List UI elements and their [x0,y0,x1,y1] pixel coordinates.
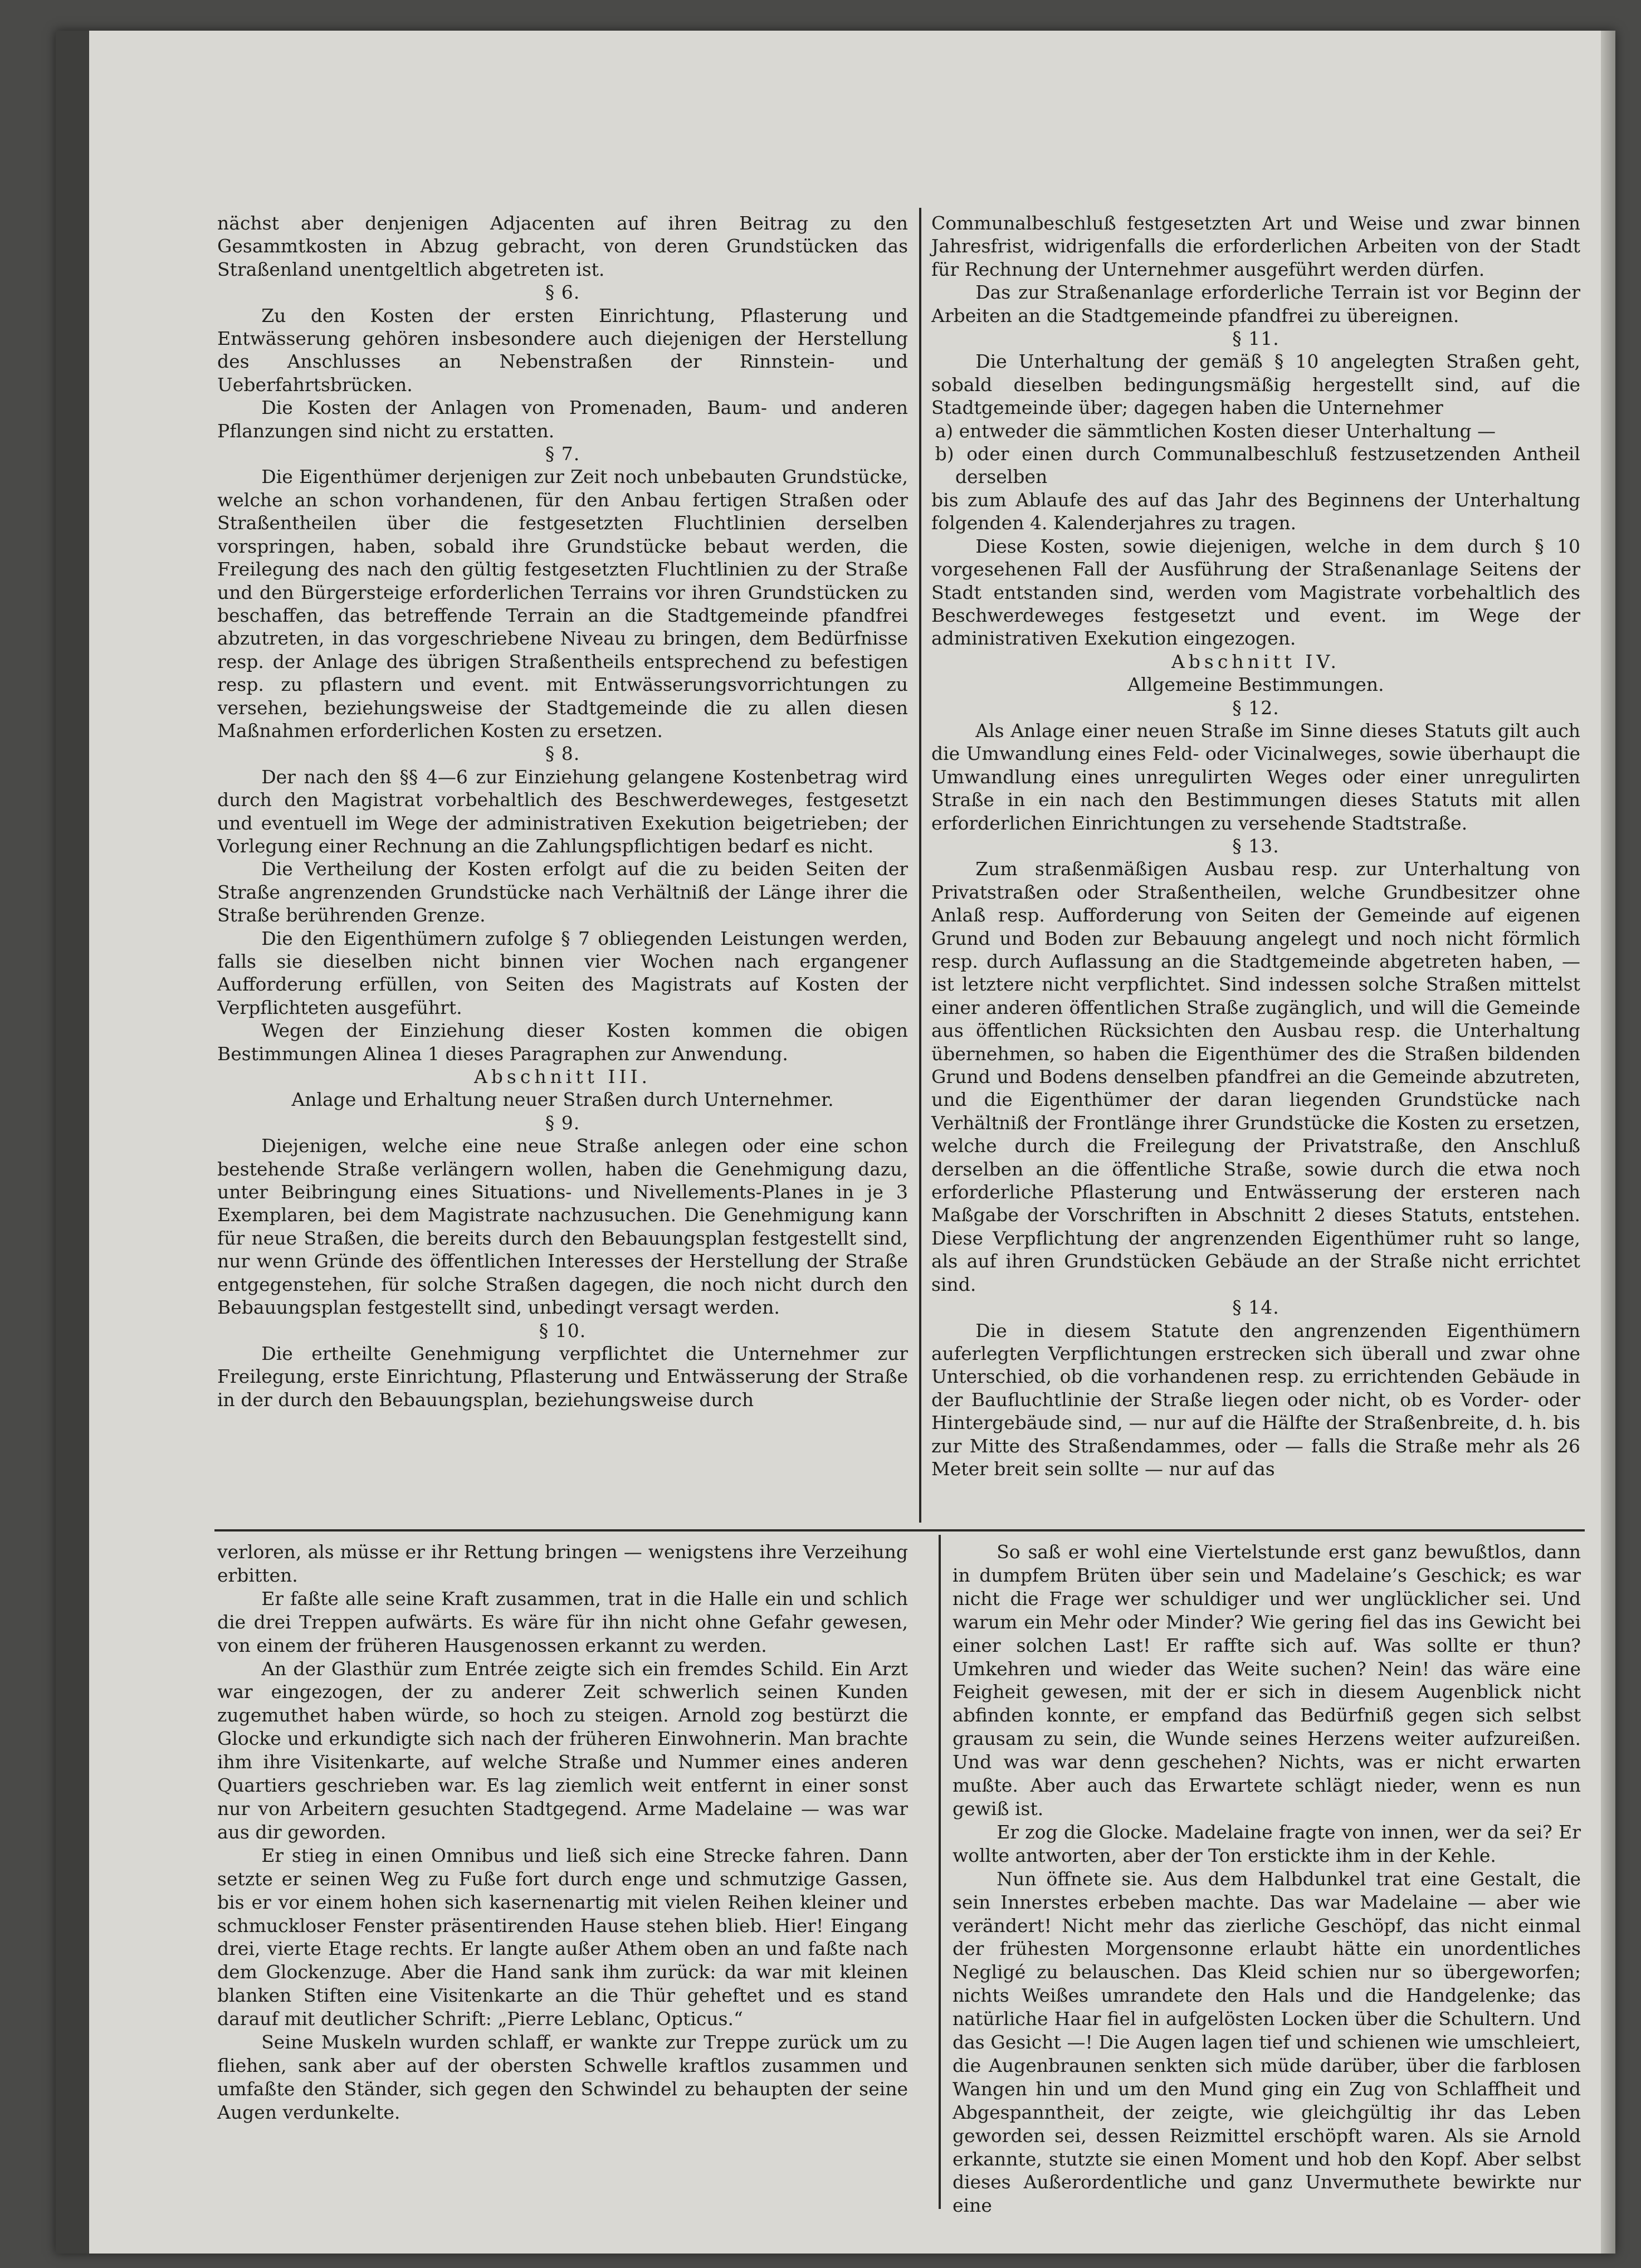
paragraph: Nun öffnete sie. Aus dem Halbdunkel trat eine Gestalt, die sein Innerstes erbeben machte. Das war Madelaine — aber wie verändert! Nicht mehr das zierliche Geschöpf, das nicht einmal der frühesten Morgensonne erlaubt hätte ein unordentliches Negligé zu belauschen. Das Kleid schien nur so übergeworfen; nichts Weißes umrandete den Hals und die Handgelenke; das natürliche Haar fiel in aufgelösten Locken über die Schultern. Und das Gesicht —! Die Augen lagen tief und schienen wie umschleiert, die Augenbraunen senkten sich müde darüber, über die farblosen Wangen hin und um den Mund ging ein Zug von Schlaffheit und Abgespanntheit, der zeigte, wie gleichgültig ihr das Leben geworden sei, dessen Reizmittel erschöpft waren. Als sie Arnold erkannte, stutzte sie einen Moment und hob den Kopf. Aber selbst dieses Außerordentliche und ganz Unvermuthete bewirkte nur eine [953,1867,1581,2217]
section-number: § 7. [545,443,580,465]
paragraph: Zu den Kosten der ersten Einrichtung, Pflasterung und Entwässerung gehören insbesondere auch diejenigen der Herstellung des Anschlusses an Nebenstraßen der Rinnstein- und Ueberfahrtsbrücken. [217,304,908,396]
paragraph: Diese Kosten, sowie diejenigen, welche in dem durch § 10 vorgesehenen Fall der Ausführung der Straßenanlage Seitens der Stadt entstanden sind, werden vom Magistrate vorbehaltlich des Beschwerdeweges festgesetzt und event. im Wege der administrativen Exekution eingezogen. [931,535,1580,650]
column-divider-statute [919,208,921,1523]
paragraph: Als Anlage einer neuen Straße im Sinne dieses Statuts gilt auch die Umwandlung eines Feld- oder Vicinalweges, sowie überhaupt die Umwandlung eines unregulirten Weges oder einer unregulirten Straße in ein nach den Bestimmungen dieses Statuts mit allen erforderlichen Einrichtungen zu versehende Stadtstraße. [931,719,1580,834]
paragraph: Die in diesem Statute den angrenzenden Eigenthümern auferlegten Verpflichtungen erstrecken sich überall und zwar ohne Unterschied, ob die vorhandenen resp. zu errichtenden Gebäude in der Baufluchtlinie der Straße liegen oder nicht, ob es Vorder- oder Hintergebäude sind, — nur auf die Hälfte der Straßenbreite, d. h. bis zur Mitte des Straßendammes, oder — falls die Straße mehr als 26 Meter breit sein sollte — nur auf das [931,1319,1580,1480]
paragraph: Die Vertheilung der Kosten erfolgt auf die zu beiden Seiten der Straße angrenzenden Grundstücke nach Verhältniß der Länge ihrer die Straße berührenden Grenze. [217,858,908,926]
story-column-left [217,1540,908,2124]
scan-background-strip [56,31,89,2254]
paragraph: bis zum Ablaufe des auf das Jahr des Beginnens der Unterhaltung folgenden 4. Kalenderjahres zu tragen. [931,489,1580,534]
statute-column-left [217,212,908,1411]
story-column-right [953,1540,1581,2217]
paragraph: Diejenigen, welche eine neue Straße anlegen oder eine schon bestehende Straße verlängern wollen, haben die Genehmigung dazu, unter Beibringung eines Situations- und Nivellements-Planes in je 3 Exemplaren, bei dem Magistrate nachzusuchen. Die Genehmigung kann für neue Straßen, die bereits durch den Bebauungsplan festgestellt sind, nur wenn Gründe des öffentlichen Interesses der Herstellung der Straße entgegenstehen, für solche Straßen dagegen, die noch nicht durch den Bebauungsplan festgestellt sind, unbedingt versagt werden. [217,1135,908,1319]
page-edge-shadow [1601,31,1615,2254]
paragraph: Er stieg in einen Omnibus und ließ sich eine Strecke fahren. Dann setzte er seinen Weg zu Fuße fort durch enge und schmutzige Gassen, bis er vor einem hohen sich kasernenartig mit vielen Reihen kleiner und schmuckloser Fenster präsentirenden Hause stehen blieb. Hier! Eingang drei, vierte Etage rechts. Er langte außer Athem oben an und faßte nach dem Glockenzuge. Aber die Hand sank ihm zurück: da war mit kleinen blanken Stiften eine Visitenkarte an die Thür geheftet und es stand darauf mit deutlicher Schrift: „Pierre Leblanc, Opticus.“ [217,1844,908,2030]
section-number: § 14. [1232,1296,1279,1319]
feuilleton-separator-rule [214,1529,1585,1531]
paragraph: Das zur Straßenanlage erforderliche Terrain ist vor Beginn der Arbeiten an die Stadtgemeinde pfandfrei zu übereignen. [931,281,1580,326]
section-number: § 10. [539,1319,587,1342]
paragraph: An der Glasthür zum Entrée zeigte sich ein fremdes Schild. Ein Arzt war eingezogen, der zu anderer Zeit schwerlich seinen Kunden zugemuthet haben würde, so hoch zu steigen. Arnold zog bestürzt die Glocke und erkundigte sich nach der früheren Einwohnerin. Man brachte ihm ihre Visitenkarte, auf welche Straße und Nummer eines anderen Quartiers geschrieben war. Es lag ziemlich weit entfernt in einer sonst nur von Arbeitern gesuchten Stadtgegend. Arme Madelaine — was war aus dir geworden. [217,1657,908,1843]
section-title: Anlage und Erhaltung neuer Straßen durch Unternehmer. [291,1089,834,1111]
section-heading: Abschnitt IV. [1171,650,1341,672]
section-number: § 13. [1232,835,1279,857]
paragraph: Zum straßenmäßigen Ausbau resp. zur Unterhaltung von Privatstraßen oder Straßentheilen, welche Grundbesitzer ohne Anlaß resp. Aufforderung von Seiten der Gemeinde auf eigenen Grund und Boden zur Bebauung angelegt und noch nicht förmlich resp. durch Auflassung an die Stadtgemeinde abgetreten haben, — ist letztere nicht verpflichtet. Sind indessen solche Straßen mittelst einer anderen öffentlichen Straße zugänglich, und will die Gemeinde aus öffentlichen Rücksichten den Ausbau resp. die Unterhaltung übernehmen, so haben die Eigenthümer des die Straßen bildenden Grund und Bodens denselben pfandfrei an die Gemeinde abzutreten, und die Eigenthümer der daran liegenden Grundstücke nach Verhältniß der Frontlänge ihrer Grundstücke die Kosten zu ersetzen, welche durch die Freilegung der Privatstraße, den Anschluß derselben an die öffentliche Straße, sowie durch die etwa noch erforderliche Pflasterung und Entwässerung der ersteren nach Maßgabe der Vorschriften in Abschnitt 2 dieses Statuts, entstehen. Diese Verpflichtung der angrenzenden Eigenthümer ruht so lange, als auf ihren Grundstücken Gebäude an der Straße nicht errichtet sind. [931,858,1580,1295]
paragraph: verloren, als müsse er ihr Rettung bringen — wenigstens ihre Verzeihung erbitten. [217,1541,908,1586]
paragraph: Die Unterhaltung der gemäß § 10 angelegten Straßen geht, sobald dieselben bedingungsmäßig hergestellt sind, auf die Stadtgemeinde über; dagegen haben die Unternehmer [931,350,1580,419]
section-number: § 8. [545,743,580,765]
column-divider-story [939,1535,941,2209]
paragraph: Die den Eigenthümern zufolge § 7 obliegenden Leistungen werden, falls sie dieselben nicht binnen vier Wochen nach ergangener Aufforderung erfüllen, von Seiten des Magistrats auf Kosten der Verpflichteten ausgeführt. [217,927,908,1018]
paragraph: nächst aber denjenigen Adjacenten auf ihren Beitrag zu den Gesammtkosten in Abzug gebracht, von deren Grundstücken das Straßenland unentgeltlich abgetreten ist. [217,212,908,280]
paragraph: Seine Muskeln wurden schlaff, er wankte zur Treppe zurück um zu fliehen, sank aber auf der obersten Schwelle kraftlos zusammen und umfaßte den Ständer, sich gegen den Schwindel zu behaupten der seine Augen verdunkelte. [217,2031,908,2123]
paragraph: Die ertheilte Genehmigung verpflichtet die Unternehmer zur Freilegung, erste Einrichtung, Pflasterung und Entwässerung der Straße in der durch den Bebauungsplan, beziehungsweise durch [217,1342,908,1411]
paragraph: So saß er wohl eine Viertelstunde erst ganz bewußtlos, dann in dumpfem Brüten über sein und Madelaine’s Geschick; es war nicht die Frage wer schuldiger und wer unglücklicher sei. Und warum ein Mehr oder Minder? Wie gering fiel das ins Gewicht bei einer solchen Last! Er raffte sich auf. Was sollte er thun? Umkehren und wieder das Weite suchen? Nein! das wäre eine Feigheit gewesen, mit der er sich in diesem Augenblick nicht abfinden konnte, er empfand das Bedürfniß gegen sich selbst grausam zu sein, die Wunde seines Herzens weiter aufzureißen. Und was war denn geschehen? Nichts, was er nicht erwarten mußte. Aber auch das Erwartete schlägt nieder, wenn es nun gewiß ist. [953,1541,1581,1820]
section-number: § 12. [1232,696,1279,719]
paragraph: Die Kosten der Anlagen von Promenaden, Baum- und anderen Pflanzungen sind nicht zu erstatten. [217,397,908,442]
paragraph: Communalbeschluß festgesetzten Art und Weise und zwar binnen Jahresfrist, widrigenfalls die erforderlichen Arbeiten von der Stadt für Rechnung der Unternehmer ausgeführt werden dürfen. [931,212,1580,280]
paragraph: Er faßte alle seine Kraft zusammen, trat in die Halle ein und schlich die drei Treppen aufwärts. Es wäre für ihn nicht ohne Gefahr gewesen, von einem der früheren Hausgenossen erkannt zu werden. [217,1587,908,1656]
list-item: a) entweder die sämmtlichen Kosten dieser Unterhaltung — [935,420,1496,442]
section-number: § 11. [1232,328,1279,350]
newspaper-page [56,31,1615,2254]
section-number: § 9. [545,1111,580,1134]
paragraph: Der nach den §§ 4—6 zur Einziehung gelangene Kostenbetrag wird durch den Magistrat vorbehaltlich des Beschwerdeweges, festgesetzt und eventuell im Wege der administrativen Exekution beigetrieben; der Vorlegung einer Rechnung an die Zahlungspflichtigen bedarf es nicht. [217,765,908,857]
section-number: § 6. [545,281,580,304]
statute-column-right [931,212,1580,1480]
list-item: b) oder einen durch Communalbeschluß festzusetzenden Antheil derselben [935,443,1580,488]
paragraph: Er zog die Glocke. Madelaine fragte von innen, wer da sei? Er wollte antworten, aber der Ton erstickte ihm in der Kehle. [953,1821,1581,1866]
paragraph: Die Eigenthümer derjenigen zur Zeit noch unbebauten Grundstücke, welche an schon vorhandenen, für den Anbau fertigen Straßen oder Straßentheilen über die festgesetzten Fluchtlinien derselben vorspringen, haben, sobald ihre Grundstücke bebaut werden, die Freilegung des nach den gültig festgesetzten Fluchtlinien zu der Straße und den Bürgersteige erforderlichen Terrains vor ihren Grundstücken zu beschaffen, das betreffende Terrain an die Stadtgemeinde pfandfrei abzutreten, in das vorgeschriebene Niveau zu bringen, dem Bedürfnisse resp. der Anlage des übrigen Straßentheils entsprechend zu befestigen resp. zu pflastern und event. mit Entwässerungsvorrichtungen zu versehen, beziehungsweise der Stadtgemeinde die zu allen diesen Maßnahmen erforderlichen Kosten zu ersetzen. [217,466,908,742]
section-title: Allgemeine Bestimmungen. [1127,674,1384,696]
section-heading: Abschnitt III. [473,1066,652,1088]
paragraph: Wegen der Einziehung dieser Kosten kommen die obigen Bestimmungen Alinea 1 dieses Paragraphen zur Anwendung. [217,1020,908,1065]
